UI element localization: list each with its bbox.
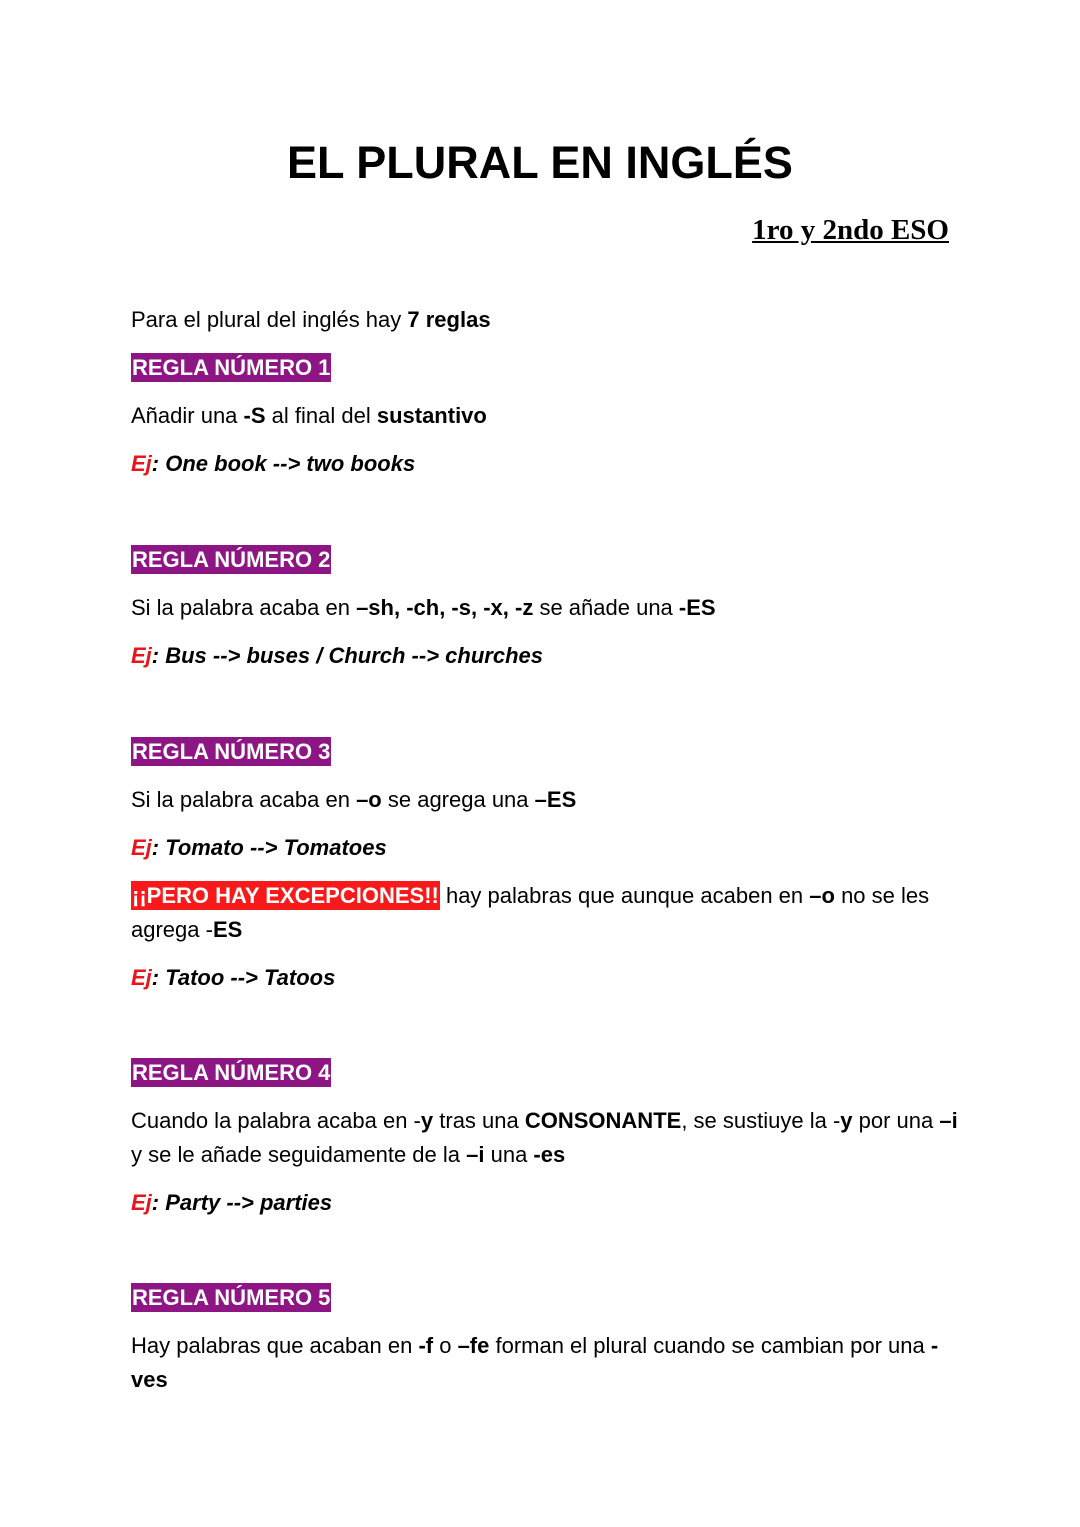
rule-header-label: REGLA NÚMERO 2 <box>132 547 331 572</box>
desc-text: no se les agrega - <box>131 883 930 942</box>
exception-label: ¡¡PERO HAY EXCEPCIONES!! <box>132 883 439 908</box>
rule-3-header <box>131 735 331 769</box>
rule-4-header <box>131 1056 331 1090</box>
rule-3-exception-example <box>131 961 335 995</box>
example-text: : Tatoo --> Tatoos <box>151 965 336 990</box>
rule-4-description <box>131 1104 961 1172</box>
desc-bold: sustantivo <box>376 403 487 428</box>
desc-bold: -f <box>418 1333 434 1358</box>
desc-text: Si la palabra acaba en <box>131 595 357 620</box>
intro-text: Para el plural del inglés hay <box>131 307 408 332</box>
desc-text: hay palabras que aunque acaben en <box>439 883 810 908</box>
rule-4-example <box>131 1186 332 1220</box>
ej-label: Ej <box>131 643 152 668</box>
rule-1-example <box>131 447 415 481</box>
rule-header-label: REGLA NÚMERO 3 <box>132 739 331 764</box>
desc-text: se agrega una <box>381 787 535 812</box>
ej-label: Ej <box>131 965 152 990</box>
desc-bold: –fe <box>457 1333 490 1358</box>
rule-2-header <box>131 543 331 577</box>
rule-3-exception <box>131 879 961 947</box>
page-title: EL PLURAL EN INGLÉS <box>287 137 793 188</box>
desc-bold: -es <box>533 1142 566 1167</box>
rule-5-header <box>131 1281 331 1315</box>
desc-text: y se le añade seguidamente de la <box>131 1142 467 1167</box>
desc-bold: –sh, -ch, -s, -x, -z <box>356 595 534 620</box>
example-text: : Bus --> buses / Church --> churches <box>151 643 543 668</box>
example-text: : Party --> parties <box>151 1190 333 1215</box>
course-subtitle: 1ro y 2ndo ESO <box>752 214 949 246</box>
desc-text: tras una <box>433 1108 525 1133</box>
intro-bold: 7 reglas <box>407 307 491 332</box>
desc-text: Añadir una <box>131 403 244 428</box>
ej-label: Ej <box>131 451 152 476</box>
desc-bold: y <box>420 1108 434 1133</box>
example-text: : One book --> two books <box>151 451 416 476</box>
desc-text: , se sustiuye la - <box>681 1108 841 1133</box>
rule-3-description <box>131 783 576 817</box>
desc-text: al final del <box>265 403 377 428</box>
desc-bold: –o <box>356 787 382 812</box>
desc-text: Cuando la palabra acaba en - <box>131 1108 421 1133</box>
desc-text: o <box>433 1333 458 1358</box>
rule-header-label: REGLA NÚMERO 5 <box>132 1285 331 1310</box>
intro-line <box>131 303 491 337</box>
desc-bold: y <box>840 1108 853 1133</box>
desc-bold: -S <box>243 403 266 428</box>
ej-label: Ej <box>131 1190 152 1215</box>
desc-bold: –ES <box>534 787 577 812</box>
desc-text: forman el plural cuando se cambian por una <box>489 1333 931 1358</box>
desc-text: Hay palabras que acaban en <box>131 1333 419 1358</box>
desc-bold: –o <box>809 883 835 908</box>
rule-5-description <box>131 1329 961 1397</box>
rule-2-example <box>131 639 543 673</box>
ej-label: Ej <box>131 835 152 860</box>
desc-bold: ES <box>212 917 243 942</box>
desc-text: se añade una <box>533 595 679 620</box>
desc-text: una <box>484 1142 534 1167</box>
desc-bold: –i <box>939 1108 958 1133</box>
rule-1-description <box>131 399 487 433</box>
rule-header-label: REGLA NÚMERO 1 <box>132 355 331 380</box>
desc-bold: CONSONANTE <box>524 1108 682 1133</box>
desc-text: por una <box>852 1108 940 1133</box>
rule-header-label: REGLA NÚMERO 4 <box>132 1060 331 1085</box>
desc-bold: -ves <box>131 1333 939 1392</box>
example-text: : Tomato --> Tomatoes <box>151 835 387 860</box>
rule-1-header <box>131 351 331 385</box>
desc-bold: –i <box>466 1142 485 1167</box>
rule-2-description <box>131 591 716 625</box>
desc-bold: -ES <box>678 595 716 620</box>
rule-3-example <box>131 831 387 865</box>
desc-text: Si la palabra acaba en <box>131 787 357 812</box>
